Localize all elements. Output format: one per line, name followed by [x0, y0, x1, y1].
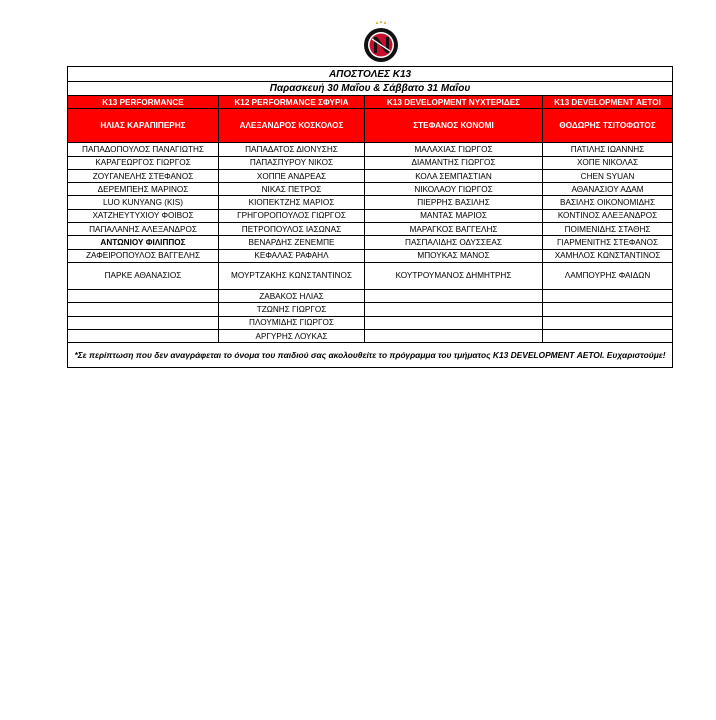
player-cell [543, 303, 673, 316]
player-cell: ΑΡΓΥΡΗΣ ΛΟΥΚΑΣ [219, 329, 365, 342]
player-cell: ΧΟΠΠΕ ΑΝΔΡΕΑΣ [219, 169, 365, 182]
player-cell: ΚΟΥΤΡΟΥΜΑΝΟΣ ΔΗΜΗΤΡΗΣ [365, 262, 543, 289]
player-cell [365, 303, 543, 316]
table-row [68, 169, 673, 182]
player-cell [365, 316, 543, 329]
player-cell [543, 316, 673, 329]
player-cell: ΠΕΤΡΟΠΟΥΛΟΣ ΙΑΣΩΝΑΣ [219, 223, 365, 236]
player-cell: ΠΑΤΙΛΗΣ ΙΩΑΝΝΗΣ [543, 143, 673, 156]
table-row [68, 209, 673, 222]
player-cell: ΠΛΟΥΜΙΔΗΣ ΓΙΩΡΓΟΣ [219, 316, 365, 329]
table-row [68, 303, 673, 316]
table-row [68, 316, 673, 329]
player-cell [365, 289, 543, 302]
player-cell: ΝΙΚΑΣ ΠΕΤΡΟΣ [219, 183, 365, 196]
coach-row [68, 109, 673, 143]
table-row [68, 289, 673, 302]
player-cell: ΚΑΡΑΓΕΩΡΓΟΣ ΓΙΩΡΓΟΣ [68, 156, 219, 169]
column-header: Κ13 DEVELOPMENT ΑΕΤΟΙ [543, 96, 673, 109]
player-cell: ΒΕΝΑΡΔΗΣ ΖΕΝΕΜΠΕ [219, 236, 365, 249]
player-cell: ΜΑΛΑΧΙΑΣ ΓΙΩΡΓΟΣ [365, 143, 543, 156]
player-cell: ΚΕΦΑΛΑΣ ΡΑΦΑΗΛ [219, 249, 365, 262]
player-cell: ΛΑΜΠΟΥΡΗΣ ΦΑΙΔΩΝ [543, 262, 673, 289]
coach-name: ΣΤΕΦΑΝΟΣ ΚΟΝΟΜΙ [365, 109, 543, 143]
player-cell: ΑΘΑΝΑΣΙΟΥ ΑΔΑΜ [543, 183, 673, 196]
coach-name: ΘΟΔΩΡΗΣ ΤΣΙΤΟΦΩΤΟΣ [543, 109, 673, 143]
player-cell: ΓΙΑΡΜΕΝΙΤΗΣ ΣΤΕΦΑΝΟΣ [543, 236, 673, 249]
player-cell: ΧΟΠΕ ΝΙΚΟΛΑΣ [543, 156, 673, 169]
player-cell: ΠΑΠΑΔΟΠΟΥΛΟΣ ΠΑΝΑΓΙΩΤΗΣ [68, 143, 219, 156]
player-cell: ΜΠΟΥΚΑΣ ΜΑΝΟΣ [365, 249, 543, 262]
player-cell: ΚΟΛΑ ΣΕΜΠΑΣΤΙΑΝ [365, 169, 543, 182]
player-cell [543, 329, 673, 342]
player-cell: ΠΑΠΑΣΠΥΡΟΥ ΝΙΚΟΣ [219, 156, 365, 169]
player-cell: ΧΑΜΗΛΟΣ ΚΩΝΣΤΑΝΤΙΝΟΣ [543, 249, 673, 262]
table-row [68, 262, 673, 289]
column-header-row [68, 96, 673, 109]
column-header: Κ13 PERFORMANCE [68, 96, 219, 109]
player-cell: ΔΕΡΕΜΠΕΗΣ ΜΑΡΙΝΟΣ [68, 183, 219, 196]
table-row [68, 223, 673, 236]
table-row [68, 143, 673, 156]
table-row [68, 329, 673, 342]
table-row [68, 156, 673, 169]
table-row [68, 196, 673, 209]
table-row [68, 183, 673, 196]
player-cell: LUO KUNYANG (KIS) [68, 196, 219, 209]
player-cell [365, 329, 543, 342]
player-cell: ΜΑΝΤΑΣ ΜΑΡΙΟΣ [365, 209, 543, 222]
column-header: Κ13 DEVELOPMENT ΝΥΧΤΕΡΙΔΕΣ [365, 96, 543, 109]
column-header: Κ12 PERFORMANCE ΣΦΥΡΙΑ [219, 96, 365, 109]
table-row [68, 249, 673, 262]
player-cell: ΖΑΒΑΚΟΣ ΗΛΙΑΣ [219, 289, 365, 302]
player-cell: ΓΡΗΓΟΡΟΠΟΥΛΟΣ ΓΙΩΡΓΟΣ [219, 209, 365, 222]
player-cell: ΠΟΙΜΕΝΙΔΗΣ ΣΤΑΘΗΣ [543, 223, 673, 236]
player-cell: ΑΝΤΩΝΙΟΥ ΦΙΛΙΠΠΟΣ [68, 236, 219, 249]
player-cell [68, 289, 219, 302]
player-cell: ΔΙΑΜΑΝΤΗΣ ΓΙΩΡΓΟΣ [365, 156, 543, 169]
player-cell: ΖΟΥΓΑΝΕΛΗΣ ΣΤΕΦΑΝΟΣ [68, 169, 219, 182]
player-cell: ΠΙΕΡΡΗΣ ΒΑΣΙΛΗΣ [365, 196, 543, 209]
player-cell: ΜΟΥΡΤΖΑΚΗΣ ΚΩΝΣΤΑΝΤΙΝΟΣ [219, 262, 365, 289]
player-cell: CHEN SYUAN [543, 169, 673, 182]
player-cell [68, 329, 219, 342]
player-cell: ΜΑΡΑΓΚΟΣ ΒΑΓΓΕΛΗΣ [365, 223, 543, 236]
player-cell: ΚΟΝΤΙΝΟΣ ΑΛΕΞΑΝΔΡΟΣ [543, 209, 673, 222]
player-cell: ΝΙΚΟΛΑΟΥ ΓΙΩΡΓΟΣ [365, 183, 543, 196]
player-cell: ΚΙΟΠΕΚΤΖΗΣ ΜΑΡΙΟΣ [219, 196, 365, 209]
footnote: *Σε περίπτωση που δεν αναγράφεται το όνομα του παιδιού σας ακολουθείτε το πρόγραμμα του τμήματος Κ13 DEVELOPMENT ΑΕΤΟΙ. Ευχαριστούμε! [68, 343, 673, 368]
roster-table [67, 66, 673, 368]
player-cell: ΠΑΣΠΑΛΙΔΗΣ ΟΔΥΣΣΕΑΣ [365, 236, 543, 249]
player-cell: ΧΑΤΖΗΕΥΤΥΧΙΟΥ ΦΟΙΒΟΣ [68, 209, 219, 222]
club-crest-logo-icon [362, 20, 400, 64]
player-cell: ΠΑΠΑΔΑΤΟΣ ΔΙΟΝΥΣΗΣ [219, 143, 365, 156]
player-cell [68, 316, 219, 329]
player-cell: ΤΖΩΝΗΣ ΓΙΩΡΓΟΣ [219, 303, 365, 316]
player-cell [543, 289, 673, 302]
date-line: Παρασκευή 30 Μαΐου & Σάββατο 31 Μαΐου [68, 82, 673, 96]
page-title: ΑΠΟΣΤΟΛΕΣ Κ13 [68, 67, 673, 82]
player-cell: ΠΑΡΚΕ ΑΘΑΝΑΣΙΟΣ [68, 262, 219, 289]
coach-name: ΑΛΕΞΑΝΔΡΟΣ ΚΟΣΚΟΛΟΣ [219, 109, 365, 143]
player-cell [68, 303, 219, 316]
table-row [68, 236, 673, 249]
player-cell: ΖΑΦΕΙΡΟΠΟΥΛΟΣ ΒΑΓΓΕΛΗΣ [68, 249, 219, 262]
player-cell: ΠΑΠΑΛΑΝΗΣ ΑΛΕΞΑΝΔΡΟΣ [68, 223, 219, 236]
player-cell: ΒΑΣΙΛΗΣ ΟΙΚΟΝΟΜΙΔΗΣ [543, 196, 673, 209]
coach-name: ΗΛΙΑΣ ΚΑΡΑΠΙΠΕΡΗΣ [68, 109, 219, 143]
